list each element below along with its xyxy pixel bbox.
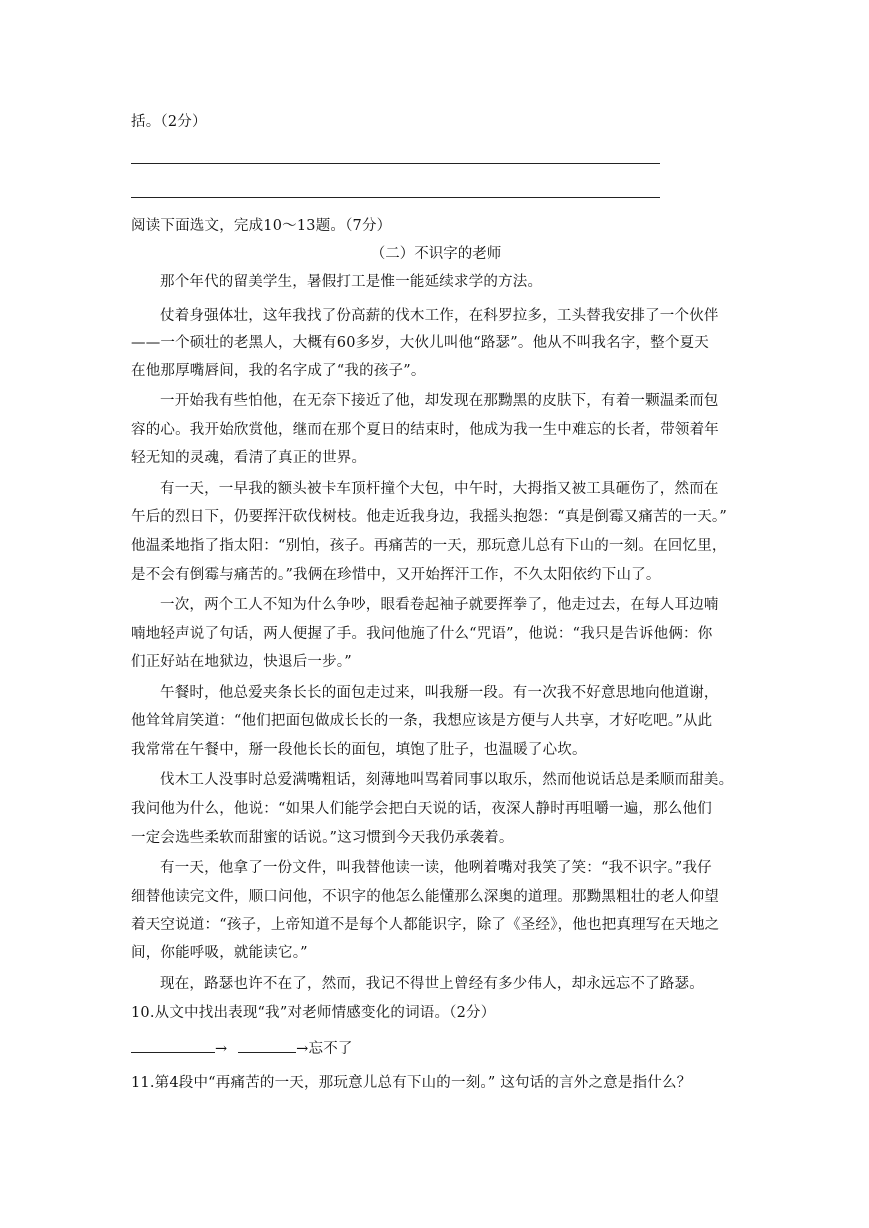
passage-line: ——一个硕壮的老黑人，大概有60多岁，大伙儿叫他“路瑟”。他从不叫我名字，整个夏天 [131, 335, 709, 351]
passage-line: 有一天，他拿了一份文件，叫我替他读一读，他咧着嘴对我笑了笑：“我不识字。”我仔 [160, 860, 712, 876]
passage-line: 在他那厚嘴唇间，我的名字成了“我的孩子”。 [131, 363, 426, 379]
passage-line: 我常常在午餐中，掰一段他长长的面包，填饱了肚子，也温暖了心坎。 [131, 742, 587, 758]
q10-arrow-2: →忘不了 [296, 1041, 353, 1057]
passage-line: 他温柔地指了指太阳：“别怕，孩子。再痛苦的一天，那玩意儿总有下山的一刻。在回忆里， [131, 538, 727, 554]
q10-arrow-1: → [215, 1041, 228, 1057]
answer-line-1 [131, 163, 660, 164]
q10-answer-row [131, 1038, 741, 1059]
passage-line: 有一天，一早我的额头被卡车顶杆撞个大包，中午时，大拇指又被工具砸伤了，然而在 [160, 481, 719, 497]
passage-line: 喃地轻声说了句话，两人便握了手。我问他施了什么“咒语”，他说：“我只是告诉他俩：你 [131, 626, 713, 642]
passage-line: 们正好站在地狱边，快退后一步。” [131, 654, 352, 670]
passage-line: 是不会有倒霉与痛苦的。”我俩在珍惜中，又开始挥汗工作，不久太阳依约下山了。 [131, 567, 661, 583]
passage-line: 一定会选些柔软而甜蜜的话说。”这习惯到今天我仍承袭着。 [131, 830, 514, 846]
passage-line: 一次，两个工人不知为什么争吵，眼看卷起袖子就要挥拳了，他走过去，在每人耳边喃 [160, 597, 719, 613]
passage-line: 仗着身强体壮，这年我找了份高薪的伐木工作，在科罗拉多，工头替我安排了一个伙伴 [160, 308, 719, 324]
q10-blank-1[interactable] [131, 1038, 215, 1053]
passage-line: 他耸耸肩笑道：“他们把面包做成长长的一条，我想应该是方便与人共享，才好吃吧。”从此 [131, 713, 713, 729]
passage-line: 现在，路瑟也许不在了，然而，我记不得世上曾经有多少伟人，却永远忘不了路瑟。 [160, 976, 704, 992]
passage-line: 那个年代的留美学生，暑假打工是惟一能延续求学的方法。 [160, 274, 543, 290]
passage-line: 我问他为什么，他说：“如果人们能学会把白天说的话，夜深人静时再咀嚼一遍，那么他们 [131, 801, 712, 817]
question-11: 11.第4段中“再痛苦的一天，那玩意儿总有下山的一刻。” 这句话的言外之意是指什么？ [131, 1075, 692, 1091]
passage-line: 午后的烈日下，仍要挥汗砍伐树枝。他走近我身边，我摇头抱怨：“真是倒霉又痛苦的一天。” [131, 509, 727, 525]
passage-line: 一开始我有些怕他，在无奈下接近了他，却发现在那黝黑的皮肤下，有着一颗温柔而包 [160, 393, 719, 409]
section-intro: 阅读下面选文，完成10～13题。（7分） [131, 218, 392, 234]
q10-blank-2[interactable] [238, 1038, 296, 1053]
passage-line: 容的心。我开始欣赏他，继而在那个夏日的结束时，他成为我一生中难忘的长者，带领着年 [131, 422, 719, 438]
passage-line: 间，你能呼吸，就能读它。” [131, 945, 308, 961]
passage-line: 轻无知的灵魂，看清了真正的世界。 [131, 450, 367, 466]
question-10: 10.从文中找出表现“我”对老师情感变化的词语。（2分） [131, 1005, 496, 1021]
answer-line-2 [131, 197, 660, 198]
q9-tail: 括。（2分） [131, 114, 207, 130]
passage-line: 细替他读完文件，顺口问他，不识字的他怎么能懂那么深奥的道理。那黝黑粗壮的老人仰望 [131, 889, 719, 905]
passage-line: 午餐时，他总爱夹条长长的面包走过来，叫我掰一段。有一次我不好意思地向他道谢， [160, 685, 719, 701]
passage-line: 伐木工人没事时总爱满嘴粗话，刻薄地叫骂着同事以取乐，然而他说话总是柔顺而甜美。 [160, 772, 734, 788]
passage-title: （二）不识字的老师 [370, 246, 502, 262]
passage-line: 着天空说道：“孩子，上帝知道不是每个人都能识字，除了《圣经》，他也把真理写在天地之 [131, 917, 720, 933]
